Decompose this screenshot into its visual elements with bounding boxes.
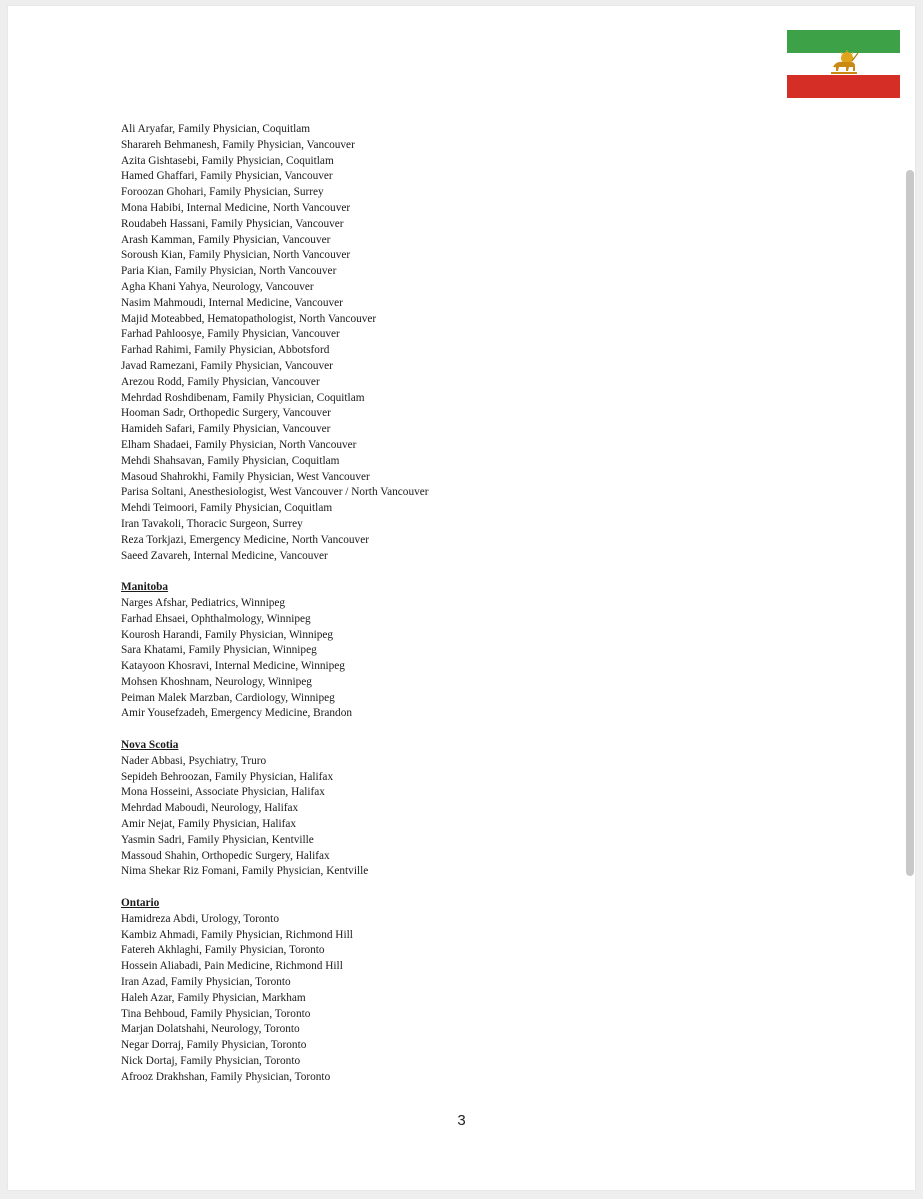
list-item: Marjan Dolatshahi, Neurology, Toronto [121,1023,300,1036]
list-item: Afrooz Drakhshan, Family Physician, Toronto [121,1070,331,1083]
list-item: Mehrdad Maboudi, Neurology, Halifax [121,802,299,815]
list-item: Amir Nejat, Family Physician, Halifax [121,818,297,831]
list-item: Majid Moteabbed, Hematopathologist, North Vancouver [121,312,377,325]
list-item: Arezou Rodd, Family Physician, Vancouver [121,375,320,388]
list-item: Peiman Malek Marzban, Cardiology, Winnipeg [121,691,335,704]
flag-white-stripe [787,53,900,76]
lion-and-sun-emblem-icon [827,49,861,77]
list-item: Yasmin Sadri, Family Physician, Kentville [121,833,314,846]
list-item: Negar Dorraj, Family Physician, Toronto [121,1039,307,1052]
list-item: Massoud Shahin, Orthopedic Surgery, Halifax [121,849,330,862]
list-item: Iran Tavakoli, Thoracic Surgeon, Surrey [121,517,303,530]
list-item: Nima Shekar Riz Fomani, Family Physician, Kentville [121,865,369,878]
list-item: Mohsen Khoshnam, Neurology, Winnipeg [121,675,312,688]
list-item: Elham Shadaei, Family Physician, North Vancouver [121,438,357,451]
list-item: Sepideh Behroozan, Family Physician, Halifax [121,770,334,783]
list-item: Mona Hosseini, Associate Physician, Halifax [121,786,325,799]
list-item: Sara Khatami, Family Physician, Winnipeg [121,644,317,657]
section-title: Nova Scotia [121,739,179,752]
list-item: Nasim Mahmoudi, Internal Medicine, Vancouver [121,296,343,309]
list-item: Katayoon Khosravi, Internal Medicine, Winnipeg [121,660,345,673]
list-item: Farhad Rahimi, Family Physician, Abbotsford [121,344,330,357]
list-item: Soroush Kian, Family Physician, North Vancouver [121,249,351,262]
list-item: Saeed Zavareh, Internal Medicine, Vancouver [121,549,328,562]
list-item: Paria Kian, Family Physician, North Vancouver [121,265,337,278]
list-item: Arash Kamman, Family Physician, Vancouver [121,233,331,246]
list-item: Amir Yousefzadeh, Emergency Medicine, Brandon [121,707,353,720]
list-item: Narges Afshar, Pediatrics, Winnipeg [121,596,286,609]
list-item: Sharareh Behmanesh, Family Physician, Vancouver [121,138,355,151]
list-item: Kourosh Harandi, Family Physician, Winnipeg [121,628,334,641]
list-item: Ali Aryafar, Family Physician, Coquitlam [121,123,311,135]
list-item: Hossein Aliabadi, Pain Medicine, Richmond Hill [121,960,343,973]
section-title: Manitoba [121,581,169,594]
list-item: Hamideh Safari, Family Physician, Vancouver [121,423,331,436]
flag-red-stripe [787,75,900,98]
document-page [8,6,915,1190]
list-item: Farhad Ehsaei, Ophthalmology, Winnipeg [121,612,311,625]
list-item: Foroozan Ghohari, Family Physician, Surrey [121,186,324,199]
list-item: Tina Behboud, Family Physician, Toronto [121,1007,311,1020]
list-item: Farhad Pahloosye, Family Physician, Vancouver [121,328,340,341]
list-item: Masoud Shahrokhi, Family Physician, West Vancouver [121,470,370,483]
list-item: Mehrdad Roshdibenam, Family Physician, Coquitlam [121,391,365,404]
list-item: Azita Gishtasebi, Family Physician, Coquitlam [121,154,334,167]
list-item: Nick Dortaj, Family Physician, Toronto [121,1055,301,1068]
list-item: Hamidreza Abdi, Urology, Toronto [121,912,279,925]
iran-lion-and-sun-flag-icon [787,30,900,98]
list-item: Kambiz Ahmadi, Family Physician, Richmond Hill [121,928,353,941]
list-item: Parisa Soltani, Anesthesiologist, West Vancouver / North Vancouver [121,486,429,499]
list-item: Roudabeh Hassani, Family Physician, Vancouver [121,217,344,230]
list-item: Hooman Sadr, Orthopedic Surgery, Vancouver [121,407,331,420]
list-item: Mona Habibi, Internal Medicine, North Vancouver [121,201,351,214]
list-item: Mehdi Teimoori, Family Physician, Coquitlam [121,502,333,515]
list-item: Iran Azad, Family Physician, Toronto [121,976,291,989]
list-item: Fatereh Akhlaghi, Family Physician, Toronto [121,944,325,957]
list-item: Nader Abbasi, Psychiatry, Truro [121,754,267,767]
list-item: Javad Ramezani, Family Physician, Vancouver [121,359,333,372]
scrollbar-thumb[interactable] [906,170,914,876]
list-item: Mehdi Shahsavan, Family Physician, Coquitlam [121,454,340,467]
list-item: Haleh Azar, Family Physician, Markham [121,991,306,1004]
list-item: Hamed Ghaffari, Family Physician, Vancouver [121,170,333,183]
physician-list [121,122,761,1086]
page-number: 3 [457,1112,466,1129]
list-item: Agha Khani Yahya, Neurology, Vancouver [121,280,314,293]
list-item: Reza Torkjazi, Emergency Medicine, North Vancouver [121,533,369,546]
section-title: Ontario [121,897,160,910]
